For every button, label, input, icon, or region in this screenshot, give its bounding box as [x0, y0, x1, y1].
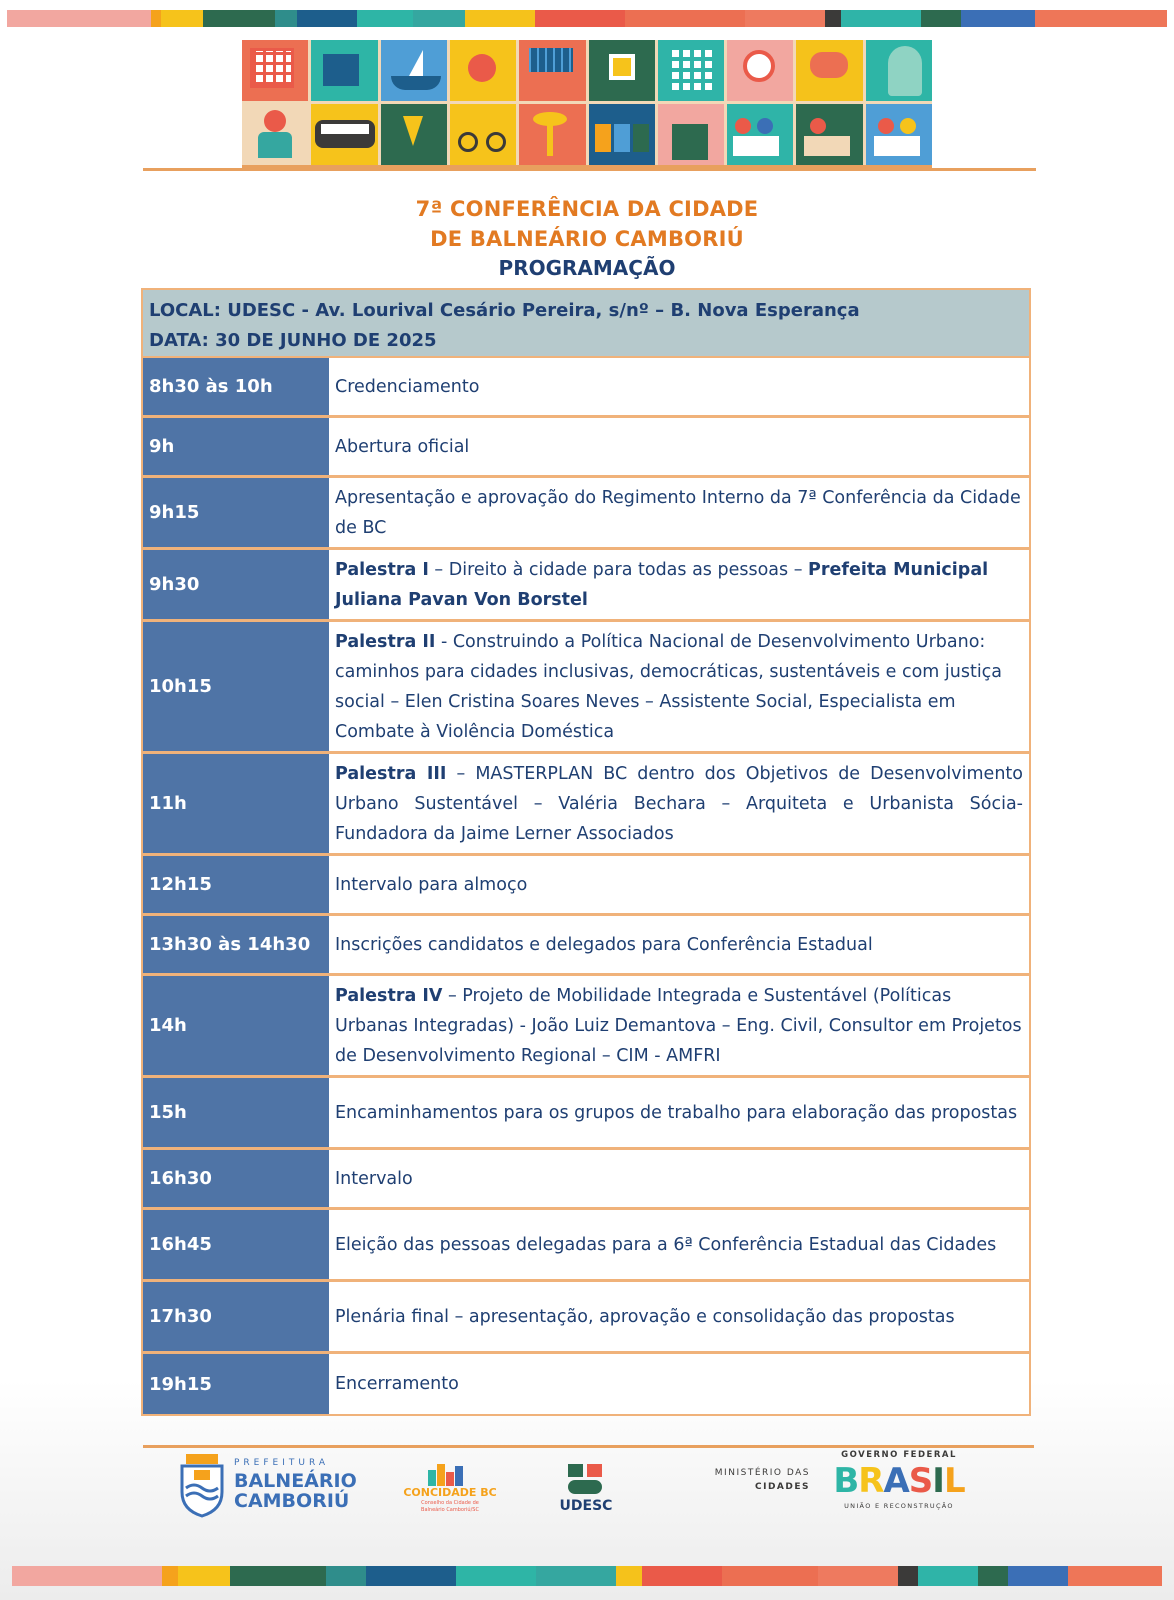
description-text: Intervalo	[335, 1168, 413, 1189]
schedule-description	[329, 622, 1029, 751]
stripe-segment	[456, 1566, 536, 1586]
house-icon	[311, 40, 377, 101]
stripe-segment	[1068, 1566, 1162, 1586]
schedule-row	[143, 622, 1029, 754]
city-illustration-banner	[242, 40, 932, 168]
stripe-segment	[7, 10, 151, 27]
stripe-segment	[961, 10, 1035, 27]
stripe-segment	[413, 10, 465, 27]
schedule-rows	[143, 358, 1029, 1414]
stripe-segment	[1008, 1566, 1068, 1586]
recycling-bins-icon	[589, 104, 655, 165]
udesc-name: UDESC	[559, 1498, 613, 1514]
building-icon	[242, 40, 308, 101]
schedule-row	[143, 550, 1029, 622]
description-text: Encaminhamentos para os grupos de trabalho para elaboração das propostas	[335, 1102, 1018, 1123]
description-text: Credenciamento	[335, 376, 480, 397]
bicycle-icon	[450, 104, 516, 165]
description-text: – MASTERPLAN BC dentro dos Objetivos de Desenvolvimento Urbano Sustentável – Valéria Bechara – Arquiteta e Urbanista Sócia-Fundadora da Jaime Lerner Associados	[335, 763, 1023, 844]
description-bold-text: Palestra III	[335, 763, 447, 784]
schedule-time: 15h	[143, 1078, 329, 1147]
schedule-description	[329, 358, 1029, 415]
people-group-icon	[866, 104, 932, 165]
description-text: Eleição das pessoas delegadas para a 6ª Conferência Estadual das Cidades	[335, 1234, 997, 1255]
city-skyline-icon	[428, 1462, 468, 1486]
description-bold-text: Palestra IV	[335, 985, 443, 1006]
stripe-segment	[12, 1566, 162, 1586]
brasil-letter: R	[858, 1461, 884, 1501]
speech-bubble-icon	[796, 40, 862, 101]
schedule-description	[329, 754, 1029, 853]
ministerio-line1: MINISTÉRIO DAS	[714, 1468, 810, 1478]
schedule-time: 13h30 às 14h30	[143, 916, 329, 973]
schedule-row	[143, 976, 1029, 1078]
event-date: DATA: 30 DE JUNHO DE 2025	[149, 330, 437, 351]
stripe-segment	[535, 10, 625, 27]
schedule-row	[143, 1354, 1029, 1414]
people-group-icon	[796, 104, 862, 165]
stripe-segment	[178, 1566, 230, 1586]
schedule-time: 9h30	[143, 550, 329, 619]
stripe-segment	[326, 1566, 366, 1586]
schedule-row	[143, 856, 1029, 916]
city-coat-of-arms-icon	[176, 1452, 228, 1518]
small-building-icon	[658, 104, 724, 165]
stripe-segment	[162, 1566, 178, 1586]
program-subtitle: PROGRAMAÇÃO	[498, 256, 676, 280]
top-color-stripe	[7, 10, 1167, 27]
schedule-time: 16h30	[143, 1150, 329, 1207]
globe-speech-icon	[727, 40, 793, 101]
stripe-segment	[818, 1566, 898, 1586]
stripe-segment	[722, 1566, 818, 1586]
brasil-wordmark	[826, 1461, 972, 1501]
description-bold-text: Prefeita Municipal Juliana Pavan Von Borstel	[335, 559, 989, 610]
head-profile-icon	[866, 40, 932, 101]
sailboat-icon	[381, 40, 447, 101]
schedule-row	[143, 478, 1029, 550]
stripe-segment	[161, 10, 203, 27]
stripe-segment	[978, 1566, 1008, 1586]
governo-federal-brasil-logo	[826, 1450, 972, 1520]
description-text: - Construindo a Política Nacional de Desenvolvimento Urbano: caminhos para cidades inclusivas, democráticas, sustentáveis e com justiça social – Elen Cristina Soares Neves – Assistente Social, Especialista em Combate à Violência Doméstica	[335, 631, 1003, 742]
stripe-segment	[918, 1566, 978, 1586]
people-group-icon	[727, 104, 793, 165]
bottom-color-stripe	[12, 1566, 1162, 1586]
udesc-logo	[556, 1464, 626, 1524]
stripe-segment	[841, 10, 921, 27]
stripe-segment	[357, 10, 413, 27]
stripe-segment	[642, 1566, 722, 1586]
schedule-description	[329, 1078, 1029, 1147]
stripe-segment	[203, 10, 275, 27]
concidade-bc-logo	[400, 1462, 500, 1522]
schedule-time: 14h	[143, 976, 329, 1075]
prefeitura-balneario-camboriu-logo	[176, 1452, 356, 1522]
schedule-description	[329, 856, 1029, 913]
schedule-description	[329, 1282, 1029, 1351]
schedule-time: 9h	[143, 418, 329, 475]
description-bold-text: Palestra II	[335, 631, 436, 652]
chip-icon	[589, 40, 655, 101]
conference-title-line2: DE BALNEÁRIO CAMBORIÚ	[430, 227, 744, 251]
schedule-table	[141, 288, 1031, 1416]
prefeitura-line1: BALNEÁRIO	[234, 1470, 357, 1492]
stripe-segment	[230, 1566, 326, 1586]
schedule-row	[143, 1078, 1029, 1150]
stripe-segment	[275, 10, 297, 27]
event-info-box	[143, 290, 1029, 358]
schedule-description	[329, 1210, 1029, 1279]
schedule-row	[143, 754, 1029, 856]
schedule-description	[329, 976, 1029, 1075]
prefeitura-line2: CAMBORIÚ	[234, 1490, 350, 1512]
description-bold-text: Palestra I	[335, 559, 429, 580]
schedule-row	[143, 1210, 1029, 1282]
stripe-segment	[616, 1566, 642, 1586]
schedule-time: 11h	[143, 754, 329, 853]
schedule-description	[329, 1354, 1029, 1414]
description-text: – Direito à cidade para todas as pessoas –	[428, 559, 809, 580]
sun-icon	[450, 40, 516, 101]
stripe-segment	[1035, 10, 1167, 27]
schedule-time: 12h15	[143, 856, 329, 913]
brasil-letter: A	[883, 1461, 909, 1501]
schedule-time: 16h45	[143, 1210, 329, 1279]
banner-divider	[143, 168, 1036, 171]
stripe-segment	[465, 10, 535, 27]
brasil-letter: L	[943, 1461, 965, 1501]
concidade-caption: Conselho da Cidade de Balneário Camboriú/SC	[421, 1500, 479, 1513]
ministerio-line2: CIDADES	[755, 1482, 810, 1492]
stripe-segment	[297, 10, 357, 27]
schedule-row	[143, 358, 1029, 418]
schedule-time: 19h15	[143, 1354, 329, 1414]
palm-tree-icon	[519, 104, 585, 165]
schedule-row	[143, 916, 1029, 976]
schedule-time: 8h30 às 10h	[143, 358, 329, 415]
description-text: Encerramento	[335, 1374, 459, 1394]
brasil-letter: I	[932, 1461, 944, 1501]
schedule-time: 17h30	[143, 1282, 329, 1351]
schedule-description	[329, 478, 1029, 547]
schedule-description	[329, 418, 1029, 475]
stripe-segment	[898, 1566, 918, 1586]
schedule-row	[143, 1282, 1029, 1354]
lightning-icon	[381, 104, 447, 165]
description-text: Intervalo para almoço	[335, 874, 528, 895]
udesc-emblem-icon	[568, 1464, 602, 1494]
prefeitura-label: PREFEITURA	[234, 1458, 330, 1468]
conference-title-line1: 7ª CONFERÊNCIA DA CIDADE	[415, 197, 759, 221]
schedule-row	[143, 418, 1029, 478]
description-text: Inscrições candidatos e delegados para Conferência Estadual	[335, 934, 873, 955]
stripe-segment	[745, 10, 825, 27]
stripe-segment	[366, 1566, 456, 1586]
concidade-name: CONCIDADE BC	[403, 1486, 497, 1499]
solar-panel-icon	[519, 40, 585, 101]
brasil-letter: B	[833, 1461, 859, 1501]
stripe-segment	[536, 1566, 616, 1586]
stripe-segment	[825, 10, 841, 27]
stripe-segment	[151, 10, 161, 27]
schedule-time: 9h15	[143, 478, 329, 547]
event-location: LOCAL: UDESC - Av. Lourival Cesário Pereira, s/nº – B. Nova Esperança	[149, 300, 860, 321]
brasil-letter: S	[908, 1461, 933, 1501]
description-text: Apresentação e aprovação do Regimento Interno da 7ª Conferência da Cidade de BC	[335, 487, 1021, 538]
stripe-segment	[921, 10, 961, 27]
schedule-description	[329, 550, 1029, 619]
uniao-reconstrucao-label: UNIÃO E RECONSTRUÇÃO	[844, 1502, 954, 1510]
schedule-row	[143, 1150, 1029, 1210]
schedule-time: 10h15	[143, 622, 329, 751]
description-text: – Projeto de Mobilidade Integrada e Sustentável (Políticas Urbanas Integradas) - João Luiz Demantova – Eng. Civil, Consultor em Projetos de Desenvolvimento Regional – CIM - AMFRI	[335, 985, 1022, 1066]
schedule-description	[329, 916, 1029, 973]
ministerio-cidades-logo	[700, 1466, 810, 1506]
office-building-icon	[658, 40, 724, 101]
stripe-segment	[625, 10, 745, 27]
bus-icon	[311, 104, 377, 165]
schedule-description	[329, 1150, 1029, 1207]
footer-divider	[143, 1445, 1034, 1448]
description-text: Plenária final – apresentação, aprovação e consolidação das propostas	[335, 1306, 955, 1327]
person-icon	[242, 104, 308, 165]
governo-federal-label: GOVERNO FEDERAL	[841, 1450, 957, 1460]
description-text: Abertura oficial	[335, 436, 470, 457]
